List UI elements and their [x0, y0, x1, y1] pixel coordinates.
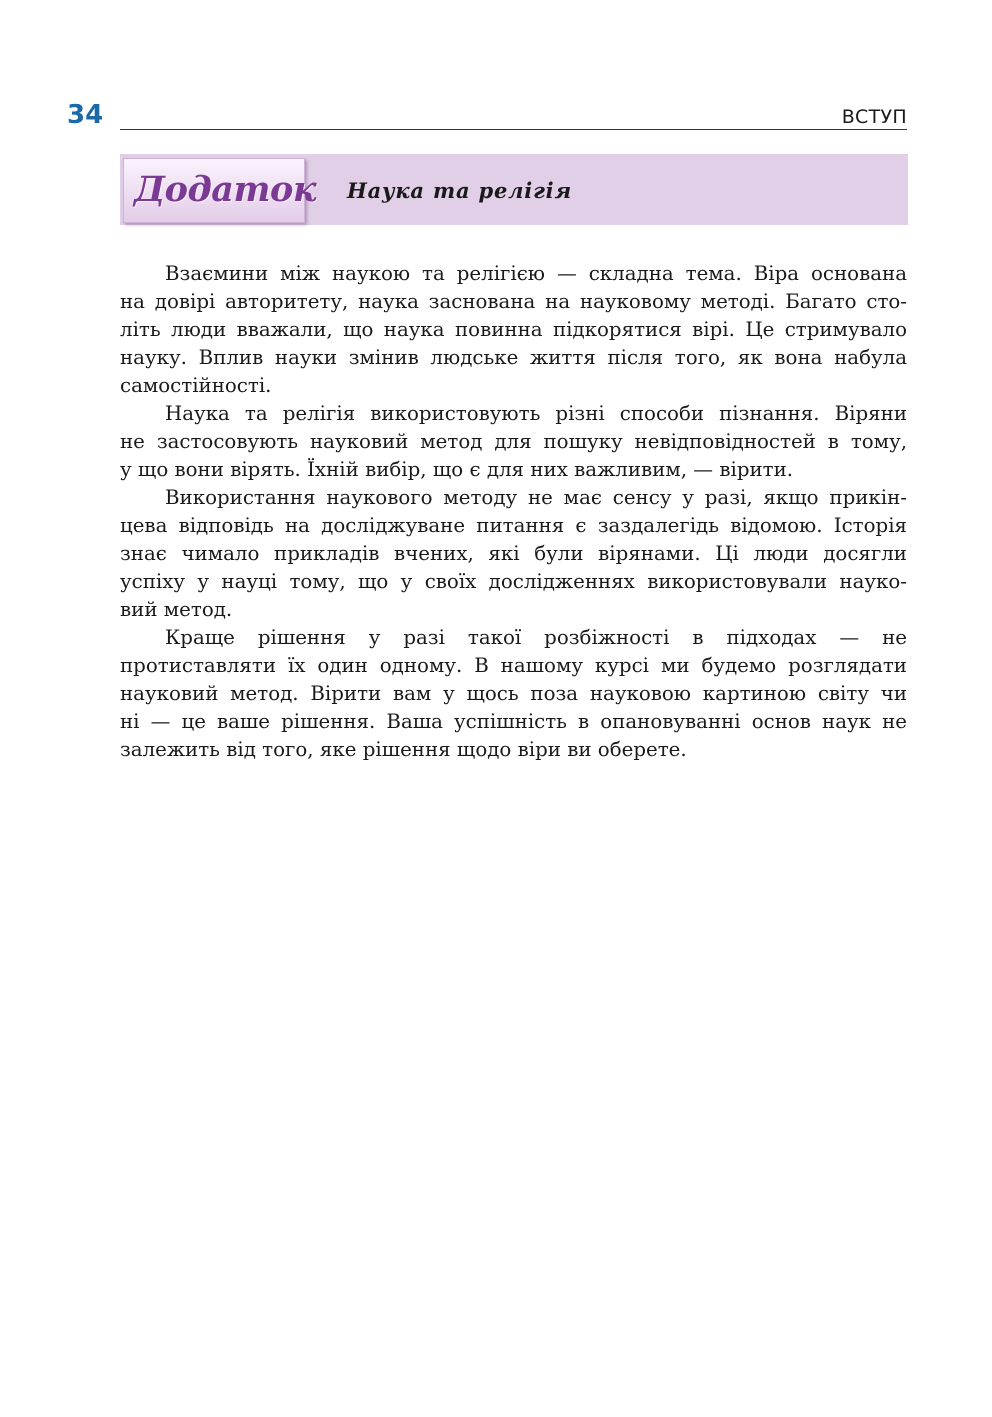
text-line: Використання наукового методу не має сенсу у разі, якщо прикін-	[165, 486, 907, 509]
text-line: знає чимало прикладів вчених, які були вірянами. Ці люди досягли	[120, 542, 907, 565]
paragraph	[120, 260, 907, 400]
text-line: Краще рішення у разі такої розбіжності в підходах — не	[165, 626, 907, 649]
appendix-title: Наука та релігія	[347, 178, 572, 203]
paragraph	[120, 624, 907, 764]
text-line: успіху у науці тому, що у своїх дослідженнях використовували науко-	[120, 570, 907, 593]
text-line: Наука та релігія використовують різні способи пізнання. Віряни	[165, 402, 907, 425]
text-line: у що вони вірять. Їхній вибір, що є для них важливим, — вірити.	[120, 458, 794, 481]
text-line: ні — це ваше рішення. Ваша успішність в опановуванні основ наук не	[120, 710, 907, 733]
section-title: ВСТУП	[841, 106, 907, 128]
text-line: науковий метод. Вірити вам у щось поза науковою картиною світу чи	[120, 682, 907, 705]
text-line: самостійності.	[120, 374, 272, 397]
body-text	[120, 260, 907, 764]
appendix-badge-label: Додаток	[134, 169, 317, 210]
paragraph	[120, 400, 907, 484]
appendix-banner	[120, 154, 908, 225]
appendix-badge	[123, 158, 317, 223]
text-line: не застосовують науковий метод для пошуку невідповідностей в тому,	[120, 430, 907, 453]
paragraph	[120, 484, 907, 624]
text-line: літь люди вважали, що наука повинна підкорятися вірі. Це стримувало	[120, 318, 907, 341]
text-line: на довірі авторитету, наука заснована на науковому методі. Багато сто-	[120, 290, 907, 313]
text-line: залежить від того, яке рішення щодо віри ви оберете.	[120, 738, 687, 761]
text-line: вий метод.	[120, 598, 233, 621]
header-rule	[120, 129, 907, 130]
text-line: цева відповідь на досліджуване питання є заздалегідь відомою. Історія	[120, 514, 907, 537]
page-number: 34	[67, 100, 104, 130]
text-line: науку. Вплив науки змінив людське життя після того, як вона набула	[120, 346, 907, 369]
text-line: Взаємини між наукою та релігією — складна тема. Віра основана	[165, 262, 907, 285]
text-line: протиставляти їх один одному. В нашому курсі ми будемо розглядати	[120, 654, 907, 677]
